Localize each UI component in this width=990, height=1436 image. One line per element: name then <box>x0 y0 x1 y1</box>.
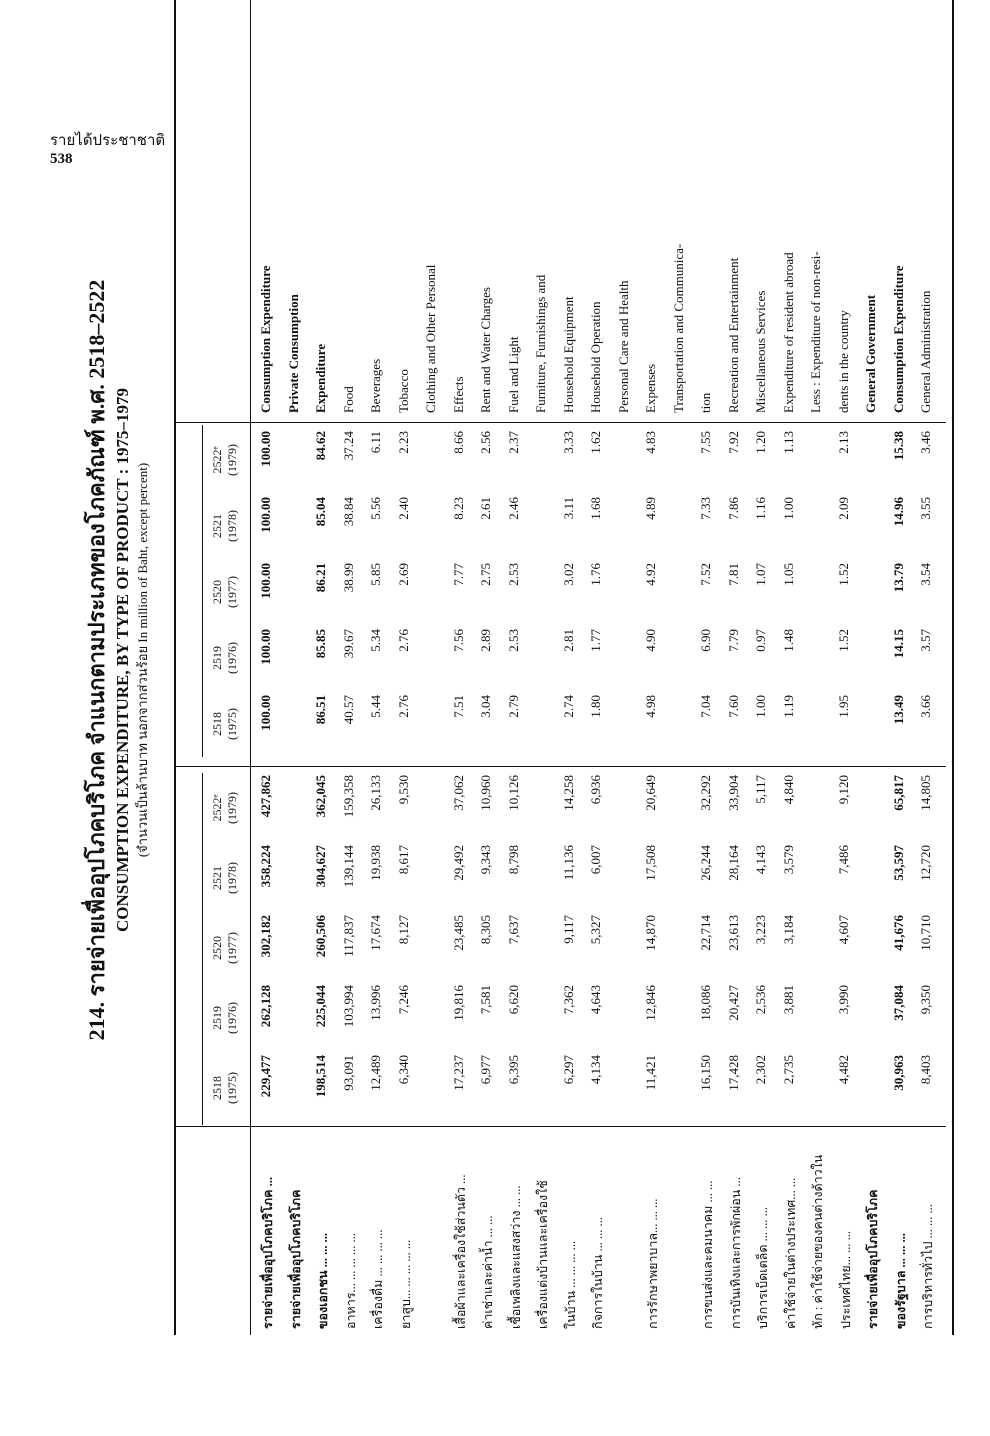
percent-cell: 1.77 <box>588 629 603 652</box>
row-label-thai: เสื้อผ้าและเครื่องใช้ส่วนตัว ... <box>453 1174 468 1329</box>
row-label-thai: บริการเบ็ดเตล็ด ... ... ... <box>756 1207 770 1329</box>
amount-cell: 225,044 <box>313 985 328 1028</box>
amount-cell: 93,091 <box>340 1055 356 1091</box>
amount-cell: 23,485 <box>450 915 466 951</box>
percent-cell: 7.52 <box>698 563 713 586</box>
year-ad: (1979) <box>225 792 239 824</box>
percent-cell: 2.46 <box>505 497 521 520</box>
amount-cell: 2,536 <box>753 985 768 1015</box>
amount-cell: 9,343 <box>478 845 493 875</box>
percent-cell: 7.81 <box>725 563 741 586</box>
amount-cell: 16,150 <box>698 1055 713 1091</box>
amount-cell: 4,143 <box>753 845 768 875</box>
amount-cell: 7,581 <box>478 985 493 1015</box>
year-ad: (1976) <box>225 642 239 674</box>
amount-year-header <box>210 775 240 841</box>
col-divider-amount <box>174 766 946 767</box>
row-label-en: Rent and Water Charges <box>478 287 493 413</box>
year-ad: (1979) <box>225 444 239 476</box>
row-label-thai: การบันเทิงและการพักผ่อน ... <box>728 1177 743 1329</box>
amount-year-header <box>210 1055 240 1121</box>
row-label-en: Fuel and Light <box>505 336 521 413</box>
row-label-thai: เชื้อเพลิงและแสงสว่าง ... ... <box>508 1185 523 1329</box>
amount-cell: 427,862 <box>258 775 273 818</box>
amount-cell: 10,710 <box>918 915 933 951</box>
amount-cell: 139,144 <box>340 845 356 888</box>
percent-cell: 14.15 <box>890 629 906 659</box>
percent-cell: 1.52 <box>835 563 851 586</box>
percent-year-header <box>210 497 240 555</box>
amount-cell: 9,117 <box>560 915 576 944</box>
row-label-en: Household Equipment <box>560 296 576 413</box>
percent-cell: 2.81 <box>560 629 576 652</box>
row-label-thai: การรักษาพยาบาล... ... ... <box>646 1198 660 1329</box>
row-label-en: General Government <box>863 294 878 413</box>
row-label-en: Recreation and Entertainment <box>725 257 741 413</box>
percent-cell: 1.16 <box>753 497 768 520</box>
amount-cell: 12,489 <box>368 1055 383 1091</box>
header-rule <box>250 0 251 1335</box>
row-label-en: Less : Expenditure of non-resi- <box>808 251 823 413</box>
row-label-thai: รายจ่ายเพื่ออุปโภคบริโภค ... <box>261 1177 275 1329</box>
year-be: 2518 <box>210 1076 224 1100</box>
amount-cell: 262,128 <box>258 985 273 1028</box>
percent-cell: 1.52 <box>835 629 851 652</box>
amount-cell: 22,714 <box>698 915 713 951</box>
percent-cell: 1.07 <box>753 563 768 586</box>
amount-cell: 5,117 <box>753 775 768 804</box>
amount-cell: 3,579 <box>780 845 796 875</box>
amount-cell: 8,403 <box>918 1055 933 1085</box>
percent-cell: 100.00 <box>258 695 273 731</box>
amount-cell: 6,007 <box>588 845 603 875</box>
percent-cell: 2.75 <box>478 563 493 586</box>
amount-cell: 8,305 <box>478 915 493 945</box>
amount-cell: 30,963 <box>890 1055 906 1091</box>
amount-cell: 11,421 <box>643 1055 658 1091</box>
percent-cell: 1.62 <box>588 431 603 454</box>
amount-cell: 23,613 <box>725 915 741 951</box>
percent-cell: 7.04 <box>698 695 713 718</box>
amount-cell: 11,136 <box>560 845 576 881</box>
title-thai-line <box>82 0 112 1335</box>
top-rule <box>174 0 176 1335</box>
amount-cell: 229,477 <box>258 1055 273 1098</box>
amount-cell: 26,244 <box>698 845 713 881</box>
row-label-en: Miscellaneous Services <box>753 290 768 413</box>
amount-cell: 28,164 <box>725 845 741 881</box>
percent-cell: 1.00 <box>780 497 796 520</box>
row-label-en: Clothing and Other Personal <box>423 264 438 413</box>
amount-cell: 2,302 <box>753 1055 768 1085</box>
amount-cell: 41,676 <box>890 915 906 951</box>
percent-cell: 85.04 <box>313 497 328 527</box>
amount-cell: 8,127 <box>395 915 411 945</box>
percent-cell: 38.84 <box>340 497 356 527</box>
row-label-thai: การบริหารทั่วไป ... ... ... <box>921 1204 935 1329</box>
percent-cell: 7.92 <box>725 431 741 454</box>
percent-cell: 3.54 <box>918 563 933 586</box>
percent-cell: 6.90 <box>698 629 713 652</box>
amount-cell: 6,620 <box>505 985 521 1015</box>
row-label-en: tion <box>698 392 713 413</box>
amount-cell: 304,627 <box>313 845 328 888</box>
amount-cell: 198,514 <box>313 1055 328 1098</box>
year-be: 2519 <box>210 646 224 670</box>
amount-cell: 362,045 <box>313 775 328 818</box>
percent-cell: 5.56 <box>368 497 383 520</box>
percent-year-header <box>210 431 240 489</box>
amount-cell: 6,340 <box>395 1055 411 1085</box>
percent-cell: 3.66 <box>918 695 933 718</box>
amount-cell: 10,960 <box>478 775 493 811</box>
percent-cell: 3.57 <box>918 629 933 652</box>
row-label-thai: เครื่องแต่งบ้านและเครื่องใช้ <box>536 1180 550 1329</box>
table-subtitle: (จำนวนเป็นล้านบาท นอกจากส่วนร้อย In million of Baht, except percent) <box>135 462 150 858</box>
percent-cell: 1.00 <box>753 695 768 718</box>
row-label-en: Effects <box>450 376 466 413</box>
amount-cell: 103,994 <box>340 985 356 1028</box>
row-label-thai: รายจ่ายเพื่ออุปโภคบริโภค <box>866 1189 880 1329</box>
percent-cell: 1.48 <box>780 629 796 652</box>
row-label-en: Consumption Expenditure <box>890 265 906 413</box>
percent-cell: 2.09 <box>835 497 851 520</box>
amount-cell: 10,126 <box>505 775 521 811</box>
amount-cell: 3,223 <box>753 915 768 945</box>
year-ad: (1975) <box>225 1072 239 1104</box>
amount-cell: 32,292 <box>698 775 713 811</box>
percent-cell: 2.61 <box>478 497 493 520</box>
percent-cell: 84.62 <box>313 431 328 461</box>
amount-cell: 3,990 <box>835 985 851 1015</box>
percent-cell: 100.00 <box>258 629 273 665</box>
amount-cell: 12,846 <box>643 985 658 1021</box>
amount-cell: 14,805 <box>918 775 933 811</box>
amount-cell: 6,977 <box>478 1055 493 1085</box>
row-label-thai: รายจ่ายเพื่ออุปโภคบริโภค <box>288 1189 303 1329</box>
amount-cell: 20,649 <box>643 775 658 811</box>
row-label-en: Tobacco <box>395 369 411 413</box>
amount-cell: 19,816 <box>450 985 466 1021</box>
year-be: 2520 <box>210 936 224 960</box>
amount-cell: 9,530 <box>395 775 411 805</box>
amount-year-header <box>210 845 240 911</box>
row-label-thai: ในบ้าน ... ... ... ... <box>563 1240 578 1329</box>
percent-cell: 3.33 <box>560 431 576 454</box>
table-number: 214. <box>84 1001 109 1041</box>
amount-cell: 8,798 <box>505 845 521 875</box>
amount-cell: 14,258 <box>560 775 576 811</box>
amount-cell: 117,837 <box>340 915 356 957</box>
table-title <box>82 0 152 1335</box>
row-label-thai: ยาสูบ... ... ... ... ... <box>398 1239 413 1329</box>
amount-cell: 17,428 <box>725 1055 741 1091</box>
amount-cell: 17,237 <box>450 1055 466 1091</box>
percent-cell: 7.56 <box>450 629 466 652</box>
year-be: 2522ᵉ <box>210 794 224 822</box>
title-thai: รายจ่ายเพื่ออุปโภคบริโภค จำแนกตามประเภทของโภคภัณฑ์ พ.ศ. 2518–2522 <box>84 279 109 997</box>
amount-cell: 26,133 <box>368 775 383 811</box>
percent-cell: 40.57 <box>340 695 356 725</box>
amount-cell: 5,327 <box>588 915 603 945</box>
percent-cell: 4.90 <box>643 629 658 652</box>
row-label-en: Household Operation <box>588 301 603 413</box>
percent-cell: 39.67 <box>340 629 356 659</box>
amount-cell: 7,246 <box>395 985 411 1015</box>
year-ad: (1976) <box>225 1002 239 1034</box>
percent-year-header <box>210 629 240 687</box>
amount-cell: 4,607 <box>835 915 851 945</box>
amount-cell: 7,486 <box>835 845 851 875</box>
year-be: 2520 <box>210 580 224 604</box>
percent-cell: 6.11 <box>368 431 383 454</box>
percent-cell: 86.21 <box>313 563 328 593</box>
amount-cell: 37,084 <box>890 985 906 1021</box>
percent-year-header <box>210 695 240 753</box>
percent-cell: 2.53 <box>505 629 521 652</box>
percent-cell: 100.00 <box>258 431 273 467</box>
row-label-thai: การขนส่งและคมนาคม ... ... <box>701 1180 715 1329</box>
amount-cell: 8,617 <box>395 845 411 875</box>
percent-cell: 2.76 <box>395 695 411 718</box>
percent-cell: 3.46 <box>918 431 933 454</box>
amount-cell: 20,427 <box>725 985 741 1021</box>
percent-cell: 4.89 <box>643 497 658 520</box>
percent-cell: 3.11 <box>560 497 576 520</box>
row-label-thai: หัก : ค่าใช้จ่ายของคนต่างด้าวใน <box>811 1154 825 1329</box>
row-label-thai: ของเอกชน ... ... ... <box>316 1232 330 1329</box>
percent-cell: 5.44 <box>368 695 383 718</box>
percent-cell: 5.85 <box>368 563 383 586</box>
row-label-thai: ค่าใช้จ่ายในต่างประเทศ... ... <box>783 1177 798 1329</box>
amount-cell: 358,224 <box>258 845 273 888</box>
amount-year-header <box>210 985 240 1051</box>
row-label-en: General Administration <box>918 290 933 413</box>
percent-cell: 2.56 <box>478 431 493 454</box>
percent-cell: 2.79 <box>505 695 521 718</box>
percent-cell: 3.55 <box>918 497 933 520</box>
amount-cell: 7,362 <box>560 985 576 1015</box>
row-label-en: Expenses <box>643 363 658 413</box>
row-label-en: Beverages <box>368 358 383 413</box>
percent-cell: 2.40 <box>395 497 411 520</box>
year-be: 2521 <box>210 514 224 538</box>
percent-cell: 2.13 <box>835 431 851 454</box>
row-label-en: Furniture, Furnishings and <box>533 274 548 413</box>
row-label-en: Consumption Expenditure <box>258 265 273 413</box>
percent-year-header <box>210 563 240 621</box>
row-label-en: Transportation and Communica- <box>670 243 686 413</box>
percent-cell: 2.23 <box>395 431 411 454</box>
percent-cell: 7.86 <box>725 497 741 520</box>
percent-cell: 2.69 <box>395 563 411 586</box>
page-number: 538 <box>50 151 73 167</box>
amount-cell: 9,350 <box>918 985 933 1015</box>
amount-cell: 13,996 <box>368 985 383 1021</box>
row-label-en: Private Consumption <box>285 294 301 413</box>
amount-underline <box>202 773 203 1125</box>
amount-cell: 19,938 <box>368 845 383 881</box>
percent-underline <box>202 425 203 757</box>
amount-cell: 260,506 <box>313 915 328 958</box>
percent-cell: 1.19 <box>780 695 796 718</box>
percent-cell: 4.98 <box>643 695 658 718</box>
percent-cell: 8.23 <box>450 497 466 520</box>
amount-cell: 33,904 <box>725 775 741 811</box>
col-divider-thai <box>174 1126 946 1127</box>
amount-cell: 17,674 <box>368 915 383 951</box>
amount-cell: 2,735 <box>780 1055 796 1085</box>
percent-cell: 4.83 <box>643 431 658 454</box>
year-ad: (1977) <box>225 932 239 964</box>
amount-cell: 4,643 <box>588 985 603 1015</box>
amount-cell: 6,395 <box>505 1055 521 1085</box>
running-head: รายได้ประชาชาติ <box>50 133 166 149</box>
row-label-thai: ค่าเช่าและค่าน้ำ ... ... <box>481 1215 495 1329</box>
year-ad: (1978) <box>225 510 239 542</box>
amount-cell: 4,134 <box>588 1055 603 1085</box>
amount-cell: 6,936 <box>588 775 603 805</box>
percent-cell: 7.79 <box>725 629 741 652</box>
amount-cell: 17,508 <box>643 845 658 881</box>
percent-cell: 7.60 <box>725 695 741 718</box>
percent-cell: 7.33 <box>698 497 713 520</box>
percent-cell: 2.37 <box>505 431 521 454</box>
amount-cell: 7,637 <box>505 915 521 945</box>
percent-cell: 14.96 <box>890 497 906 527</box>
percent-cell: 5.34 <box>368 629 383 652</box>
row-label-en: Expenditure <box>313 343 328 413</box>
amount-cell: 18,086 <box>698 985 713 1021</box>
percent-cell: 7.51 <box>450 695 466 718</box>
row-label-en: Food <box>340 386 356 413</box>
amount-cell: 159,358 <box>340 775 356 818</box>
percent-cell: 8.66 <box>450 431 466 454</box>
percent-cell: 13.79 <box>890 563 906 593</box>
amount-cell: 9,120 <box>835 775 851 805</box>
amount-cell: 3,881 <box>780 985 796 1015</box>
percent-cell: 2.53 <box>505 563 521 586</box>
title-english: CONSUMPTION EXPENDITURE, BY TYPE OF PRODUCT : 1975–1979 <box>113 387 132 933</box>
percent-cell: 1.76 <box>588 563 603 586</box>
percent-cell: 1.80 <box>588 695 603 718</box>
rotated-table <box>82 0 962 1335</box>
percent-cell: 1.13 <box>780 431 796 454</box>
percent-cell: 1.68 <box>588 497 603 520</box>
amount-cell: 4,840 <box>780 775 796 805</box>
percent-cell: 1.95 <box>835 695 851 718</box>
row-label-thai: อาหาร... ... ... ... ... <box>343 1233 358 1329</box>
percent-cell: 100.00 <box>258 563 273 599</box>
amount-cell: 12,720 <box>918 845 933 881</box>
row-label-thai: ของรัฐบาล ... ... ... <box>893 1233 908 1329</box>
percent-cell: 3.02 <box>560 563 576 586</box>
amount-cell: 65,817 <box>890 775 906 811</box>
percent-cell: 7.55 <box>698 431 713 454</box>
amount-cell: 37,062 <box>450 775 466 811</box>
amount-cell: 4,482 <box>835 1055 851 1085</box>
col-divider-percent <box>174 422 946 423</box>
bottom-rule <box>952 0 954 1335</box>
row-label-en: Personal Care and Health <box>615 280 631 413</box>
year-be: 2521 <box>210 866 224 890</box>
row-label-en: Expenditure of resident abroad <box>780 252 796 413</box>
row-label-en: dents in the country <box>835 310 851 413</box>
percent-cell: 3.04 <box>478 695 493 718</box>
row-label-thai: ประเทศไทย... ... ... <box>838 1230 853 1329</box>
row-label-thai: กิจการในบ้าน ... ... ... <box>591 1217 605 1329</box>
row-label-thai: เครื่องดื่ม ... ... ... ... <box>371 1229 385 1329</box>
percent-cell: 100.00 <box>258 497 273 533</box>
amount-cell: 14,870 <box>643 915 658 951</box>
percent-cell: 2.89 <box>478 629 493 652</box>
year-be: 2519 <box>210 1006 224 1030</box>
percent-cell: 1.05 <box>780 563 796 586</box>
amount-cell: 3,184 <box>780 915 796 945</box>
percent-cell: 0.97 <box>753 629 768 652</box>
amount-year-header <box>210 915 240 981</box>
year-be: 2518 <box>210 712 224 736</box>
year-ad: (1978) <box>225 862 239 894</box>
percent-cell: 7.77 <box>450 563 466 586</box>
percent-cell: 1.20 <box>753 431 768 454</box>
percent-cell: 4.92 <box>643 563 658 586</box>
year-be: 2522ᵉ <box>210 446 224 474</box>
year-ad: (1977) <box>225 576 239 608</box>
percent-cell: 38.99 <box>340 563 356 593</box>
percent-cell: 2.76 <box>395 629 411 652</box>
amount-cell: 29,492 <box>450 845 466 881</box>
amount-cell: 302,182 <box>258 915 273 958</box>
percent-cell: 86.51 <box>313 695 328 725</box>
percent-cell: 85.85 <box>313 629 328 659</box>
amount-cell: 53,597 <box>890 845 906 881</box>
amount-cell: 6,297 <box>560 1055 576 1085</box>
percent-cell: 13.49 <box>890 695 906 725</box>
percent-cell: 37.24 <box>340 431 356 461</box>
year-ad: (1975) <box>225 708 239 740</box>
percent-cell: 2.74 <box>560 695 576 718</box>
percent-cell: 15.38 <box>890 431 906 461</box>
